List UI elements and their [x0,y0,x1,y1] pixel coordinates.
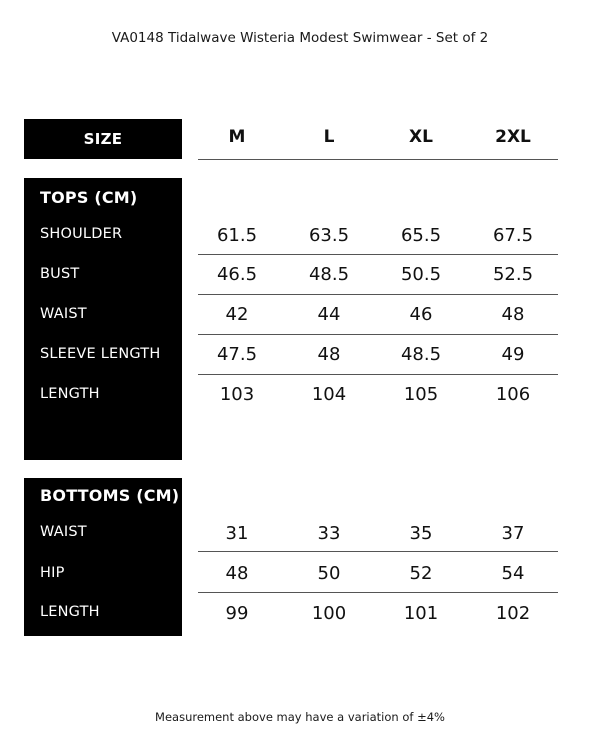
tops-heading: TOPS (CM) [40,188,138,207]
tops-length-m: 103 [219,384,255,405]
tops-length-l: 104 [311,384,347,405]
tops-sleeve-2xl: 49 [501,344,525,365]
bottoms-waist-m: 31 [225,523,249,544]
size-header-2xl: 2XL [495,127,531,147]
tops-bust-xl: 50.5 [400,264,442,285]
size-header-l: L [323,127,335,147]
tops-bust-l: 48.5 [308,264,350,285]
tops-sleeve-m: 47.5 [216,344,258,365]
bottoms-length-l: 100 [311,603,347,624]
tops-shoulder-l: 63.5 [308,225,350,246]
tops-waist-l: 44 [317,304,341,325]
bottoms-heading: BOTTOMS (CM) [40,486,180,505]
tops-bust-m: 46.5 [216,264,258,285]
bottoms-hip-l: 50 [317,563,341,584]
size-header-box [24,119,182,159]
row-divider [198,334,558,335]
size-header-m: M [228,127,246,147]
tops-shoulder-2xl: 67.5 [492,225,534,246]
bottoms-row-label-waist: WAIST [40,524,87,540]
row-divider [198,254,558,255]
size-header-xl: XL [409,127,433,147]
tops-shoulder-m: 61.5 [216,225,258,246]
tops-row-label-bust: BUST [40,266,80,282]
bottoms-length-xl: 101 [403,603,439,624]
tops-section [24,178,182,460]
row-divider [198,294,558,295]
bottoms-hip-2xl: 54 [501,563,525,584]
chart-title: VA0148 Tidalwave Wisteria Modest Swimwear - Set of 2 [111,30,489,46]
bottoms-length-m: 99 [225,603,249,624]
tops-length-xl: 105 [403,384,439,405]
footer-note: Measurement above may have a variation of ±4% [155,710,445,724]
tops-waist-m: 42 [225,304,249,325]
tops-bust-2xl: 52.5 [492,264,534,285]
row-divider [198,374,558,375]
tops-length-2xl: 106 [495,384,531,405]
tops-sleeve-xl: 48.5 [400,344,442,365]
tops-row-label-waist: WAIST [40,306,87,322]
bottoms-hip-xl: 52 [409,563,433,584]
bottoms-row-label-length: LENGTH [40,604,100,620]
tops-waist-xl: 46 [409,304,433,325]
bottoms-waist-l: 33 [317,523,341,544]
header-divider [198,159,558,160]
bottoms-section [24,478,182,636]
bottoms-length-2xl: 102 [495,603,531,624]
row-divider [198,551,558,552]
tops-waist-2xl: 48 [501,304,525,325]
tops-row-label-sleeve-length: SLEEVE LENGTH [40,346,161,362]
bottoms-waist-xl: 35 [409,523,433,544]
tops-row-label-shoulder: SHOULDER [40,226,123,242]
size-label: SIZE [83,130,123,148]
bottoms-row-label-hip: HIP [40,565,65,581]
row-divider [198,592,558,593]
tops-sleeve-l: 48 [317,344,341,365]
bottoms-hip-m: 48 [225,563,249,584]
tops-shoulder-xl: 65.5 [400,225,442,246]
tops-row-label-length: LENGTH [40,386,100,402]
bottoms-waist-2xl: 37 [501,523,525,544]
